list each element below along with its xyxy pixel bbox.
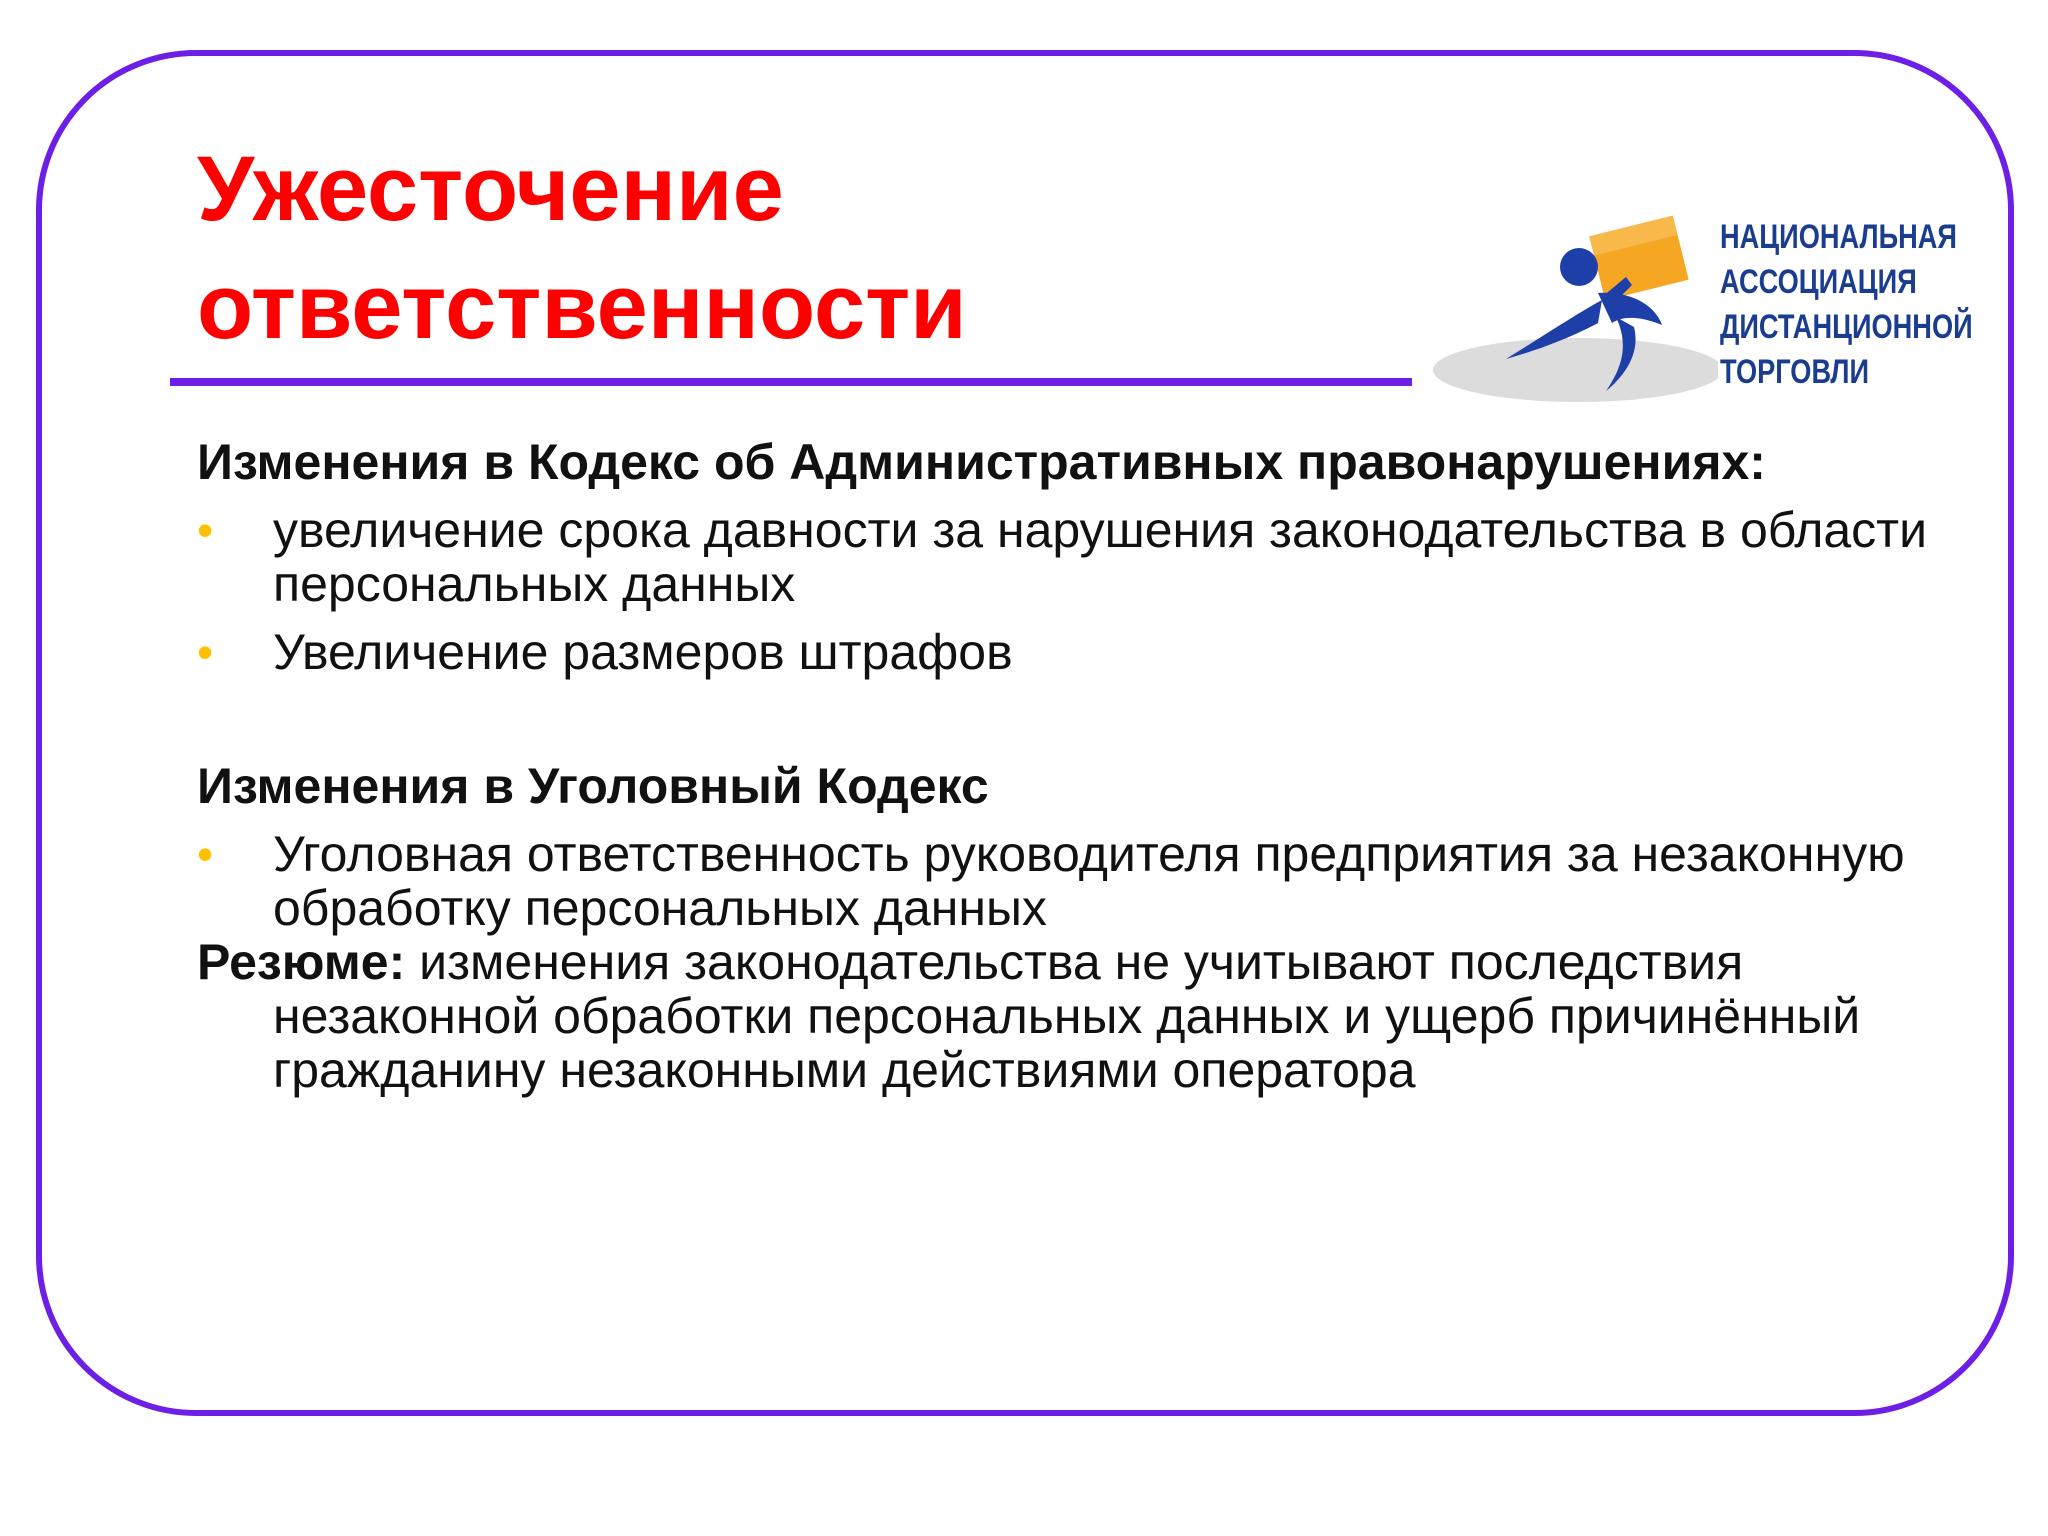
- slide-title-line: Ужесточение: [197, 138, 784, 240]
- bullet-item: [197, 503, 1957, 611]
- summary-text: изменения законодательства не учитывают последствия незаконной обработки персональных данных и ущерб причинённый гражданину незаконными действиями оператора: [273, 934, 1861, 1098]
- logo-text-line: НАЦИОНАЛЬНАЯ: [1720, 218, 1957, 256]
- slide-body: [197, 435, 1957, 1097]
- title-underline: [170, 378, 1412, 386]
- bullet-text: увеличение срока давности за нарушения законодательства в области персональных данных: [273, 502, 1928, 612]
- bullet-item: [197, 625, 1957, 679]
- logo-text-line: АССОЦИАЦИЯ: [1720, 263, 1917, 301]
- criminal-code-list: [197, 827, 1957, 935]
- bullet-item: [197, 827, 1957, 935]
- bullet-text: Увеличение размеров штрафов: [273, 624, 1013, 680]
- bullet-dot-icon: •: [197, 504, 214, 556]
- bullet-text: Уголовная ответственность руководителя предприятия за незаконную обработку персональных данных: [273, 826, 1905, 936]
- admin-code-list: [197, 503, 1957, 679]
- section-heading-admin-code: Изменения в Кодекс об Административных правонарушениях:: [197, 434, 1766, 490]
- logo-text-line: ТОРГОВЛИ: [1720, 353, 1870, 391]
- section-heading-criminal-code: Изменения в Уголовный Кодекс: [197, 758, 989, 814]
- association-logo: [1428, 205, 1973, 405]
- slide-title-line: ответственности: [197, 256, 967, 358]
- summary-paragraph: [197, 935, 1957, 1097]
- bullet-dot-icon: •: [197, 828, 214, 880]
- logo-wordmark: [1720, 215, 1973, 395]
- slide-title: [197, 130, 967, 366]
- bullet-dot-icon: •: [197, 626, 214, 678]
- logo-text-line: ДИСТАНЦИОННОЙ: [1720, 308, 1973, 346]
- courier-figure-with-box-logo: [1428, 205, 1718, 405]
- summary-label: Резюме:: [197, 934, 406, 990]
